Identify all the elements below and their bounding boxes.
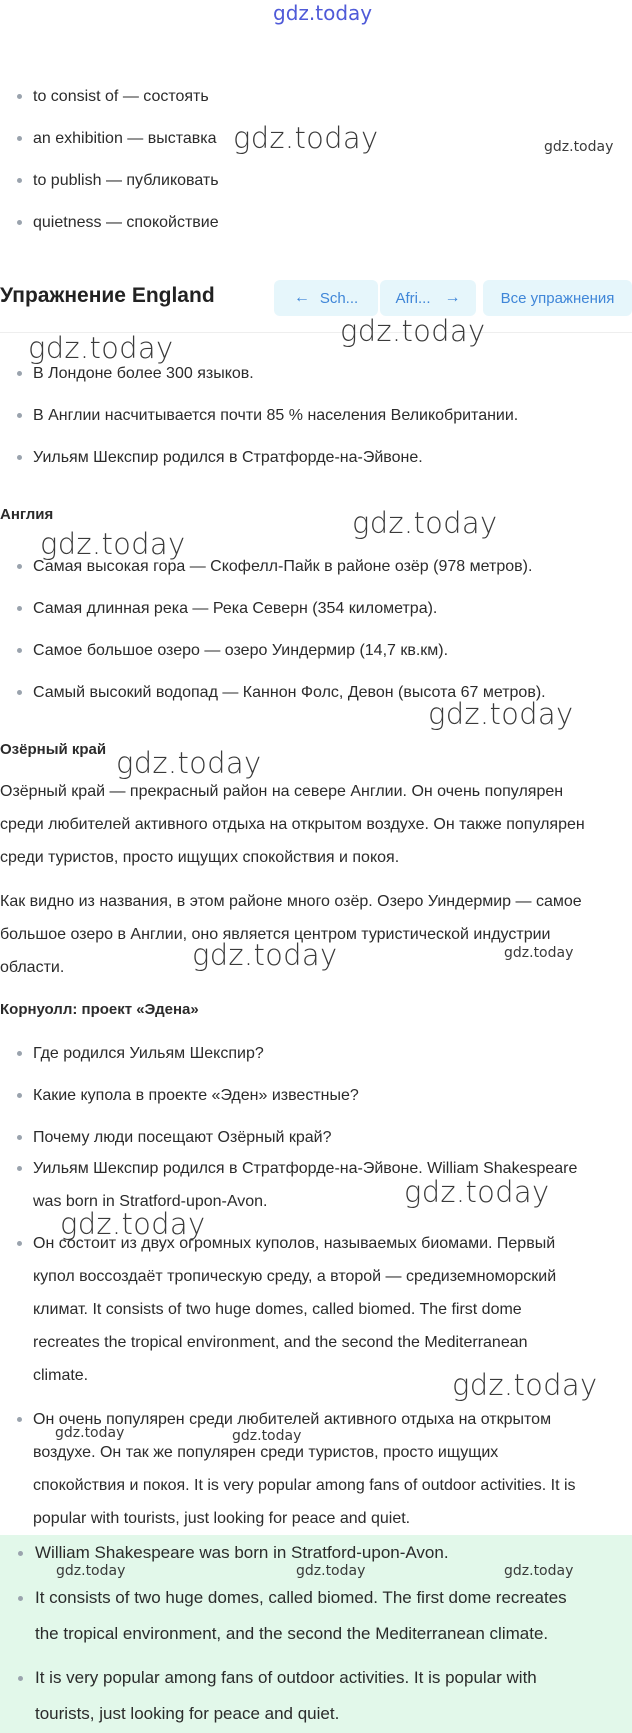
question-item: Какие купола в проекте «Эден» известные? [33,1079,625,1112]
watermark: gdz.today [340,314,486,348]
watermark: gdz.today [28,331,174,365]
england-item: Самая высокая гора — Скофелл-Пайк в районе озёр (978 метров). [33,550,625,583]
question-item: Где родился Уильям Шекспир? [33,1037,625,1070]
site-logo[interactable]: gdz.today [273,1,373,25]
watermark: gdz.today [40,527,186,561]
vocab-item: to consist of — состоять [33,80,625,113]
paragraph-line: среди туристов, просто ищущих спокойствия и покоя. [0,849,400,866]
prev-exercise-label: Sch... [319,289,359,307]
paragraph-line: Озёрный край — прекрасный район на севере Англии. Он очень популярен [0,783,564,800]
answer-line: tourists, just looking for peace and quiet. [35,1704,340,1723]
paragraph-line: среди любителей активного отдыха на открытом воздухе. Он также популярен [0,816,585,833]
page-title: Упражнение England [0,284,215,307]
england-item: Самая длинная река — Река Северн (354 километра). [33,592,625,625]
arrow-left-icon: ← [293,289,310,306]
section-heading-lake-district: Озёрный край [0,741,107,758]
answer-line: was born in Stratford-upon-Avon. [33,1193,268,1210]
watermark: gdz.today [116,746,262,780]
fact-item: В Лондоне более 300 языков. [33,357,625,390]
fact-item: В Англии насчитывается почти 85 % населения Великобритании. [33,399,625,432]
paragraph-line: Как видно из названия, в этом районе много озёр. Озеро Уиндермир — самое [0,893,582,910]
watermark: gdz.today [60,1207,206,1241]
answer-line: climate. [33,1367,89,1384]
paragraph-line: большое озеро в Англии, оно является центром туристической индустрии [0,926,551,943]
answer-line: спокойствия и покоя. It is very popular among fans of outdoor activities. It is [33,1477,576,1494]
answer-line: купол воссоздаёт тропическую среду, а второй — средиземноморский [33,1268,557,1285]
next-exercise-label: Afri... [395,289,431,307]
watermark: gdz.today [56,1563,126,1579]
watermark: gdz.today [428,697,574,731]
answer-line: the tropical environment, and the second the Mediterranean climate. [35,1624,549,1643]
watermark: gdz.today [232,1428,302,1444]
watermark: gdz.today [504,945,574,961]
paragraph-line: области. [0,959,65,976]
watermark: gdz.today [192,938,338,972]
all-exercises-label: Все упражнения [500,289,615,307]
answer-line: климат. It consists of two huge domes, called biomed. The first dome [33,1301,522,1318]
watermark: gdz.today [544,139,614,155]
answer-line: Уильям Шекспир родился в Стратфорде-на-Эйвоне. William Shakespeare [33,1160,578,1177]
arrow-right-icon: → [444,289,461,306]
answer-line: popular with tourists, just looking for peace and quiet. [33,1510,411,1527]
answer-line: Он очень популярен среди любителей активного отдыха на открытом [33,1411,552,1428]
vocab-item: to publish — публиковать [33,164,625,197]
section-heading-england: Англия [0,506,54,523]
watermark: gdz.today [404,1175,550,1209]
question-item: Почему люди посещают Озёрный край? [33,1121,625,1154]
watermark: gdz.today [296,1563,366,1579]
answer-line: It is very popular among fans of outdoor activities. It is popular with [35,1668,537,1687]
final-answer-item [35,1580,625,1652]
watermark: gdz.today [452,1368,598,1402]
prev-exercise-button[interactable] [274,280,378,316]
answer-line: Он состоит из двух огромных куполов, называемых биомами. Первый [33,1235,556,1252]
final-answer-item [35,1660,625,1732]
section-heading-cornwall: Корнуолл: проект «Эдена» [0,1001,199,1018]
watermark: gdz.today [504,1563,574,1579]
watermark: gdz.today [352,506,498,540]
england-item: Самый высокий водопад — Каннон Фолс, Девон (высота 67 метров). [33,676,625,709]
answer-item [33,1403,625,1535]
fact-item: Уильям Шекспир родился в Стратфорде-на-Эйвоне. [33,441,625,474]
answer-line: recreates the tropical environment, and the second the Mediterranean [33,1334,528,1351]
answer-line: воздухе. Он так же популярен среди туристов, просто ищущих [33,1444,499,1461]
next-exercise-button[interactable] [380,280,476,316]
all-exercises-button[interactable] [483,280,632,316]
vocab-item: an exhibition — выставка [33,122,625,155]
england-item: Самое большое озеро — озеро Уиндермир (14,7 кв.км). [33,634,625,667]
vocab-item: quietness — спокойствие [33,206,625,239]
answer-line: It consists of two huge domes, called biomed. The first dome recreates [35,1588,567,1607]
final-answer-item: William Shakespeare was born in Stratford-upon-Avon. [35,1535,625,1571]
watermark: gdz.today [55,1425,125,1441]
watermark: gdz.today [233,121,379,155]
